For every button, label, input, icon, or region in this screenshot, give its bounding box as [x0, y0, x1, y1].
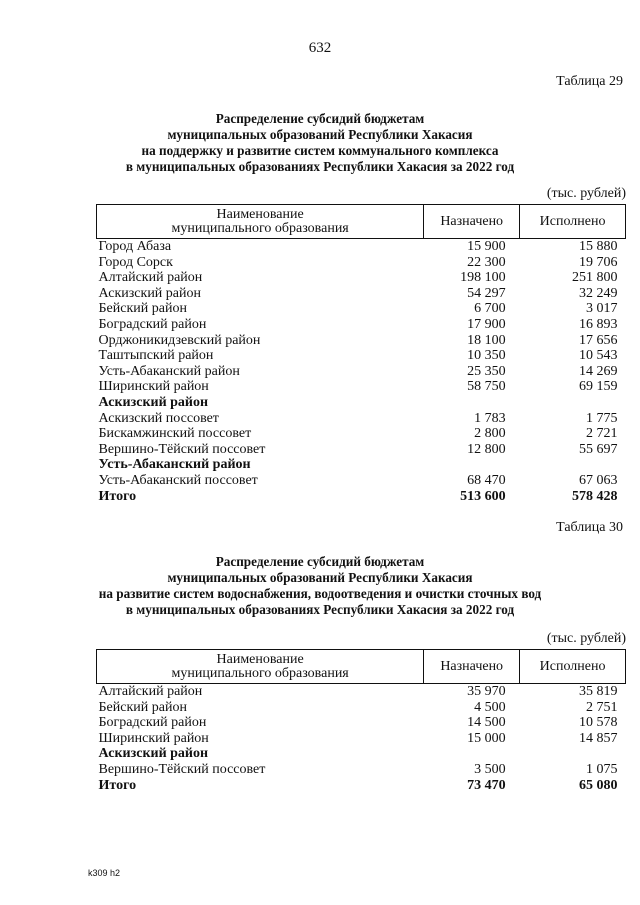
row-assigned: 68 470: [467, 472, 506, 488]
row-name: Вершино-Тёйский поссовет: [98, 761, 266, 777]
row-assigned: 73 470: [467, 777, 506, 793]
row-assigned: 10 350: [467, 348, 506, 364]
row-name: Боградский район: [98, 715, 207, 731]
row-name: Бейский район: [98, 699, 187, 715]
table-row: [97, 239, 626, 255]
row-executed: 2 751: [586, 699, 618, 715]
table-row: [97, 411, 626, 427]
row-name: Усть-Абаканский поссовет: [98, 472, 258, 488]
row-executed: [520, 457, 626, 473]
table-row: [97, 395, 626, 411]
row-executed: 14 857: [579, 730, 618, 746]
row-assigned: 22 300: [467, 254, 506, 270]
table-30-title-line: Распределение субсидий бюджетам: [215, 554, 425, 569]
table-row: [97, 489, 626, 505]
table-30: [96, 649, 626, 793]
table-30-title: [0, 554, 640, 618]
row-name: Аскизский район: [98, 394, 209, 410]
table-29-title-line: на поддержку и развитие систем коммунального комплекса: [141, 143, 499, 158]
row-executed: 69 159: [579, 379, 618, 395]
row-name: Таштыпский район: [98, 348, 214, 364]
row-executed: 10 578: [579, 715, 618, 731]
table-row: [97, 333, 626, 349]
table-row: [97, 270, 626, 286]
footer-code: k309 h2: [88, 868, 121, 878]
row-assigned: 2 800: [474, 426, 506, 442]
row-name: Город Сорск: [98, 254, 173, 270]
table-row: [97, 457, 626, 473]
row-assigned: 15 000: [467, 730, 506, 746]
row-executed: 1 775: [586, 410, 618, 426]
row-assigned: 14 500: [467, 715, 506, 731]
row-name: Орджоникидзевский район: [98, 332, 261, 348]
table-29-title: [0, 111, 640, 175]
table-29-label: Таблица 29: [556, 74, 623, 89]
table-row: [97, 715, 626, 731]
row-name: Бискамжинский поссовет: [98, 426, 252, 442]
table-30-label: Таблица 30: [556, 520, 623, 535]
table-row: [97, 255, 626, 271]
row-assigned: 17 900: [467, 316, 506, 332]
table-29: [96, 204, 626, 504]
row-executed: 1 075: [586, 761, 618, 777]
row-executed: 3 017: [586, 301, 618, 317]
row-assigned: [424, 457, 520, 473]
table-row: [97, 442, 626, 458]
row-assigned: 198 100: [460, 270, 506, 286]
table-30-title-line: муниципальных образований Республики Хакасия: [167, 570, 473, 585]
table-row: [97, 348, 626, 364]
table-row: [97, 286, 626, 302]
table-30-units: (тыс. рублей): [546, 631, 626, 646]
table-row: [97, 778, 626, 794]
table-row: [97, 746, 626, 762]
table-30-title-line: в муниципальных образованиях Республики Хакасия за 2022 год: [125, 602, 515, 617]
row-executed: 67 063: [579, 472, 618, 488]
row-assigned: 12 800: [467, 441, 506, 457]
row-executed: 55 697: [579, 441, 618, 457]
row-executed: 14 269: [579, 363, 618, 379]
header-name: [97, 205, 424, 239]
row-name: Итого: [98, 777, 137, 793]
row-executed: 251 800: [572, 270, 618, 286]
row-assigned: 3 500: [474, 761, 506, 777]
row-name: Аскизский поссовет: [98, 410, 219, 426]
row-name: Аскизский район: [98, 285, 201, 301]
row-name: Итого: [98, 488, 137, 504]
table-29-title-line: Распределение субсидий бюджетам: [215, 111, 425, 126]
row-name: Бейский район: [98, 301, 187, 317]
table-29-title-line: муниципальных образований Республики Хакасия: [167, 127, 473, 142]
header-name-line1: Наименование: [216, 206, 304, 222]
row-name: Боградский район: [98, 316, 207, 332]
row-assigned: [424, 746, 520, 762]
header-name-line1: Наименование: [216, 651, 304, 667]
row-name: Вершино-Тёйский поссовет: [98, 441, 266, 457]
row-executed: 578 428: [572, 488, 618, 504]
row-assigned: 25 350: [467, 363, 506, 379]
row-executed: 15 880: [579, 239, 618, 254]
table-row: [97, 762, 626, 778]
row-executed: [520, 395, 626, 411]
row-executed: 19 706: [579, 254, 618, 270]
row-executed: 2 721: [586, 426, 618, 442]
table-row: [97, 684, 626, 700]
table-30-title-line: на развитие систем водоснабжения, водоотведения и очистки сточных вод: [98, 586, 542, 601]
header-name-line2: муниципального образования: [171, 665, 349, 681]
row-assigned: 1 783: [474, 410, 506, 426]
row-assigned: 15 900: [467, 239, 506, 254]
header-assigned: Назначено: [424, 650, 520, 684]
row-name: Усть-Абаканский район: [98, 363, 240, 379]
row-name: Алтайский район: [98, 684, 203, 699]
row-executed: 35 819: [579, 684, 618, 699]
row-executed: 17 656: [579, 332, 618, 348]
row-name: Аскизский район: [98, 746, 209, 762]
row-executed: 32 249: [579, 285, 618, 301]
table-row: [97, 379, 626, 395]
table-29-units: (тыс. рублей): [546, 186, 626, 201]
header-name: [97, 650, 424, 684]
table-row: [97, 301, 626, 317]
table-30-body: [97, 684, 626, 794]
header-executed: Исполнено: [520, 650, 626, 684]
table-row: [97, 473, 626, 489]
row-assigned: 6 700: [474, 301, 506, 317]
row-executed: [520, 746, 626, 762]
header-executed: Исполнено: [520, 205, 626, 239]
row-assigned: 513 600: [460, 488, 506, 504]
row-assigned: 18 100: [467, 332, 506, 348]
row-assigned: 35 970: [467, 684, 506, 699]
table-row: [97, 731, 626, 747]
row-executed: 65 080: [579, 777, 618, 793]
row-name: Город Абаза: [98, 239, 172, 254]
row-executed: 16 893: [579, 316, 618, 332]
row-executed: 10 543: [579, 348, 618, 364]
table-29-body: [97, 239, 626, 505]
header-assigned: Назначено: [424, 205, 520, 239]
table-row: [97, 426, 626, 442]
table-29-title-line: в муниципальных образованиях Республики Хакасия за 2022 год: [125, 159, 515, 174]
row-assigned: 4 500: [474, 699, 506, 715]
page-number: 632: [308, 40, 332, 56]
row-name: Ширинский район: [98, 730, 209, 746]
row-name: Алтайский район: [98, 270, 203, 286]
table-row: [97, 700, 626, 716]
row-assigned: 54 297: [467, 285, 506, 301]
row-name: Ширинский район: [98, 379, 209, 395]
table-row: [97, 364, 626, 380]
row-assigned: [424, 395, 520, 411]
row-assigned: 58 750: [467, 379, 506, 395]
row-name: Усть-Абаканский район: [98, 457, 251, 473]
header-name-line2: муниципального образования: [171, 220, 349, 236]
table-row: [97, 317, 626, 333]
